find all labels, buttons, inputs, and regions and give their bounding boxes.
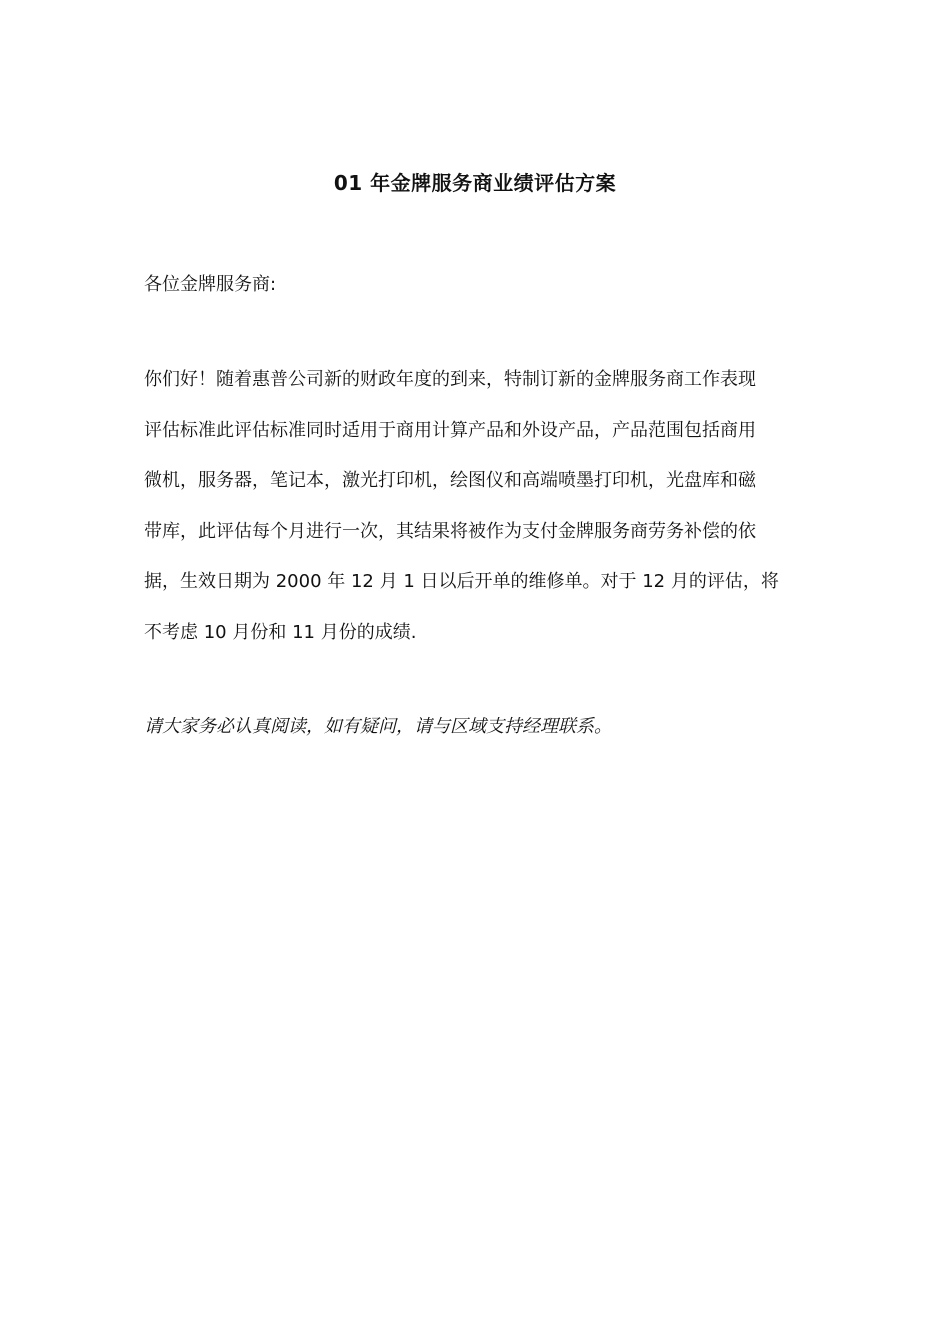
document-title: 01 年金牌服务商业绩评估方案: [333, 171, 617, 195]
body-paragraph: [144, 366, 824, 669]
body-line: 据，生效日期为 2000 年 12 月 1 日以后开单的维修单。对于 12 月的评估，将: [144, 571, 779, 592]
closing-note: 请大家务必认真阅读，如有疑问，请与区域支持经理联系。: [144, 716, 612, 737]
body-line: 不考虑 10 月份和 11 月份的成绩.: [144, 621, 417, 643]
body-line: 评估标准此评估标准同时适用于商用计算产品和外设产品，产品范围包括商用: [144, 419, 756, 441]
body-line: 带库，此评估每个月进行一次，其结果将被作为支付金牌服务商劳务补偿的依: [144, 520, 756, 542]
body-line: 微机，服务器，笔记本，激光打印机，绘图仪和高端喷墨打印机，光盘库和磁: [144, 470, 756, 491]
body-line: 你们好！随着惠普公司新的财政年度的到来，特制订新的金牌服务商工作表现: [144, 369, 756, 390]
greeting-line: 各位金牌服务商:: [144, 274, 277, 295]
